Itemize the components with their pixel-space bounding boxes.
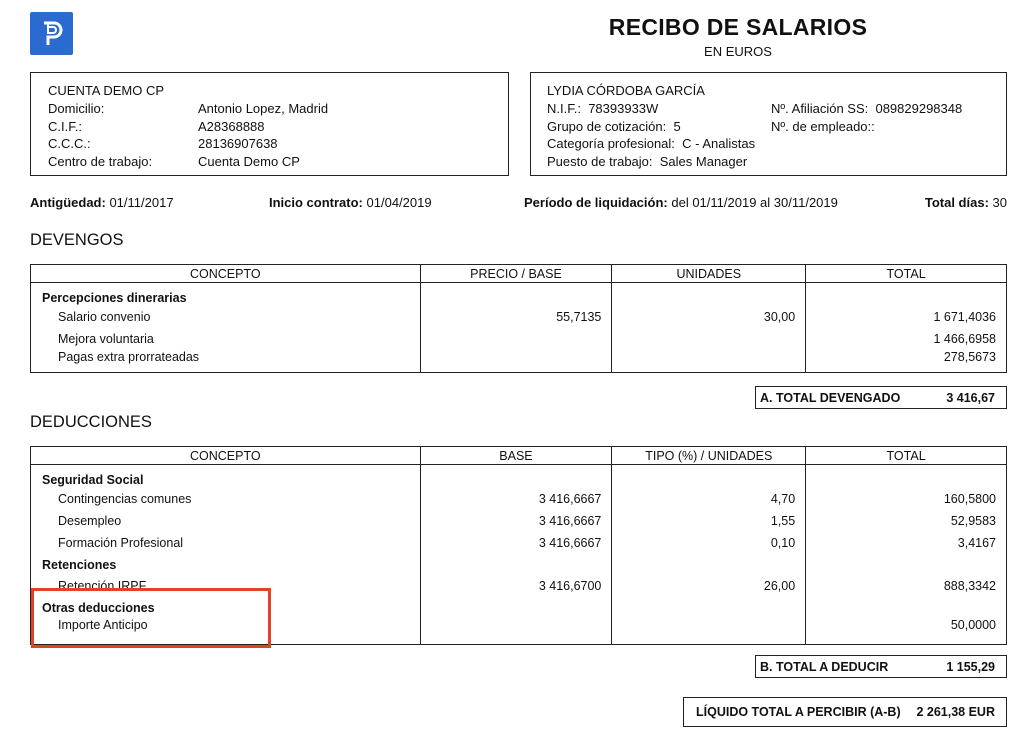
- antiguedad-label: Antigüedad:: [30, 195, 106, 210]
- total-devengado-label: A. TOTAL DEVENGADO: [760, 390, 901, 405]
- liquido-value: 2 261,38 EUR: [916, 705, 995, 719]
- company-name: CUENTA DEMO CP: [48, 83, 165, 98]
- row-total: 1 466,6958: [806, 328, 1007, 350]
- antiguedad: [30, 195, 174, 210]
- inicio-contrato: [269, 195, 432, 210]
- grupo-label: Grupo de cotización:: [547, 118, 667, 134]
- inicio-value: 01/04/2019: [366, 195, 432, 210]
- company-field-label: C.C.C.:: [48, 136, 91, 151]
- highlight-box: [31, 588, 271, 648]
- company-field-value: Antonio Lopez, Madrid: [198, 101, 329, 116]
- row-tipo: 0,10: [612, 532, 806, 554]
- logo-p-icon: [39, 20, 65, 48]
- table-row: [31, 532, 1007, 554]
- row-tipo: 1,55: [612, 510, 806, 533]
- total-deducir-value: 1 155,29: [946, 659, 995, 674]
- row-concepto: Salario convenio: [31, 307, 421, 329]
- company-field-label: C.I.F.:: [48, 118, 82, 134]
- puesto-value: Sales Manager: [659, 153, 748, 169]
- total-devengado-value: 3 416,67: [946, 390, 995, 405]
- row-concepto: Pagas extra prorrateadas: [31, 350, 421, 373]
- employee-puesto: [547, 153, 747, 171]
- employee-categoria: [547, 135, 755, 153]
- group-row: [31, 283, 1007, 307]
- row-base: 3 416,6667: [420, 510, 612, 533]
- col-total: TOTAL: [806, 265, 1007, 283]
- puesto-label: Puesto de trabajo:: [547, 153, 653, 169]
- row-base: 3 416,6700: [420, 575, 612, 597]
- row-base: 3 416,6667: [420, 488, 612, 510]
- table-row: [31, 510, 1007, 533]
- total-deducir-box: [755, 655, 1007, 678]
- row-total: 1 671,4036: [806, 307, 1007, 329]
- row-concepto: Mejora voluntaria: [31, 328, 421, 350]
- employee-afiliacion: [771, 100, 962, 118]
- devengos-table: [30, 264, 1007, 373]
- employee-grupo: [547, 118, 681, 136]
- row-total: 52,9583: [806, 510, 1007, 533]
- employee-name: LYDIA CÓRDOBA GARCÍA: [547, 83, 705, 98]
- afiliacion-value: 089829298348: [875, 101, 963, 116]
- row-total: 50,0000: [806, 618, 1007, 644]
- row-precio: [420, 350, 612, 373]
- col-base: BASE: [420, 447, 612, 465]
- liquido-label: LÍQUIDO TOTAL A PERCIBIR (A-B): [696, 705, 901, 719]
- grupo-value: 5: [673, 118, 681, 134]
- inicio-label: Inicio contrato:: [269, 195, 363, 210]
- row-tipo: 4,70: [612, 488, 806, 510]
- table-row: [31, 488, 1007, 510]
- nif-value: 78393933W: [588, 101, 659, 116]
- employee-numero: [771, 118, 875, 136]
- deducciones-header-row: [31, 447, 1007, 465]
- row-total: 3,4167: [806, 532, 1007, 554]
- col-concepto: CONCEPTO: [31, 265, 421, 283]
- document-subtitle: EN EUROS: [704, 44, 772, 59]
- nif-label: N.I.F.:: [547, 101, 581, 116]
- row-unidades: [612, 350, 806, 373]
- group-retenciones: Retenciones: [31, 554, 421, 575]
- row-total: 888,3342: [806, 575, 1007, 597]
- deducciones-title: DEDUCCIONES: [30, 413, 152, 431]
- col-total: TOTAL: [806, 447, 1007, 465]
- row-concepto: Formación Profesional: [31, 532, 421, 554]
- group-row: [31, 554, 1007, 575]
- row-base: [420, 618, 612, 644]
- categoria-label: Categoría profesional:: [547, 136, 675, 151]
- categoria-value: C - Analistas: [682, 136, 756, 151]
- afiliacion-label: Nº. Afiliación SS:: [771, 101, 869, 116]
- row-concepto: Retención IRPF: [31, 575, 421, 597]
- total-deducir-label: B. TOTAL A DEDUCIR: [760, 659, 889, 674]
- total-dias: [925, 195, 1007, 210]
- total-devengado-box: [755, 386, 1007, 409]
- company-field-value: A28368888: [198, 118, 265, 134]
- table-row: [31, 307, 1007, 329]
- group-percepciones: Percepciones dinerarias: [31, 283, 421, 307]
- company-field-label: Domicilio:: [48, 101, 105, 116]
- row-tipo: 26,00: [612, 575, 806, 597]
- col-precio-base: PRECIO / BASE: [420, 265, 612, 283]
- row-precio: 55,7135: [420, 307, 612, 329]
- dias-label: Total días:: [924, 195, 989, 210]
- row-concepto: Desempleo: [31, 510, 421, 533]
- row-total: 160,5800: [806, 488, 1007, 510]
- periodo-value: del 01/11/2019 al 30/11/2019: [671, 195, 838, 210]
- col-tipo: TIPO (%) / UNIDADES: [612, 447, 806, 465]
- row-unidades: 30,00: [612, 307, 806, 329]
- row-concepto: Importe Anticipo: [31, 618, 421, 644]
- empleado-label: Nº. de empleado::: [771, 118, 875, 134]
- col-concepto: CONCEPTO: [31, 447, 421, 465]
- group-seguridad-social: Seguridad Social: [31, 465, 421, 488]
- table-row: [31, 328, 1007, 350]
- table-row: [31, 350, 1007, 373]
- periodo-label: Período de liquidación:: [524, 195, 668, 210]
- company-logo: [30, 12, 73, 55]
- company-box: [30, 72, 509, 176]
- employee-box: [530, 72, 1007, 176]
- row-precio: [420, 328, 612, 350]
- devengos-header-row: [31, 265, 1007, 283]
- devengos-title: DEVENGOS: [30, 231, 124, 249]
- row-unidades: [612, 328, 806, 350]
- group-row: [31, 465, 1007, 488]
- company-field-label: Centro de trabajo:: [48, 153, 153, 169]
- periodo-liquidacion: [524, 195, 838, 210]
- dias-value: 30: [992, 195, 1007, 210]
- document-title: RECIBO DE SALARIOS: [608, 14, 868, 40]
- liquido-box: [683, 697, 1007, 727]
- company-field-value: 28136907638: [198, 136, 278, 151]
- col-unidades: UNIDADES: [612, 265, 806, 283]
- row-base: 3 416,6667: [420, 532, 612, 554]
- antiguedad-value: 01/11/2017: [109, 195, 174, 210]
- group-otras-deducciones: Otras deducciones: [31, 597, 421, 618]
- row-concepto: Contingencias comunes: [31, 488, 421, 510]
- row-tipo: [612, 618, 806, 644]
- row-total: 278,5673: [806, 350, 1007, 373]
- company-field-value: Cuenta Demo CP: [198, 153, 300, 169]
- employee-nif: [547, 100, 658, 118]
